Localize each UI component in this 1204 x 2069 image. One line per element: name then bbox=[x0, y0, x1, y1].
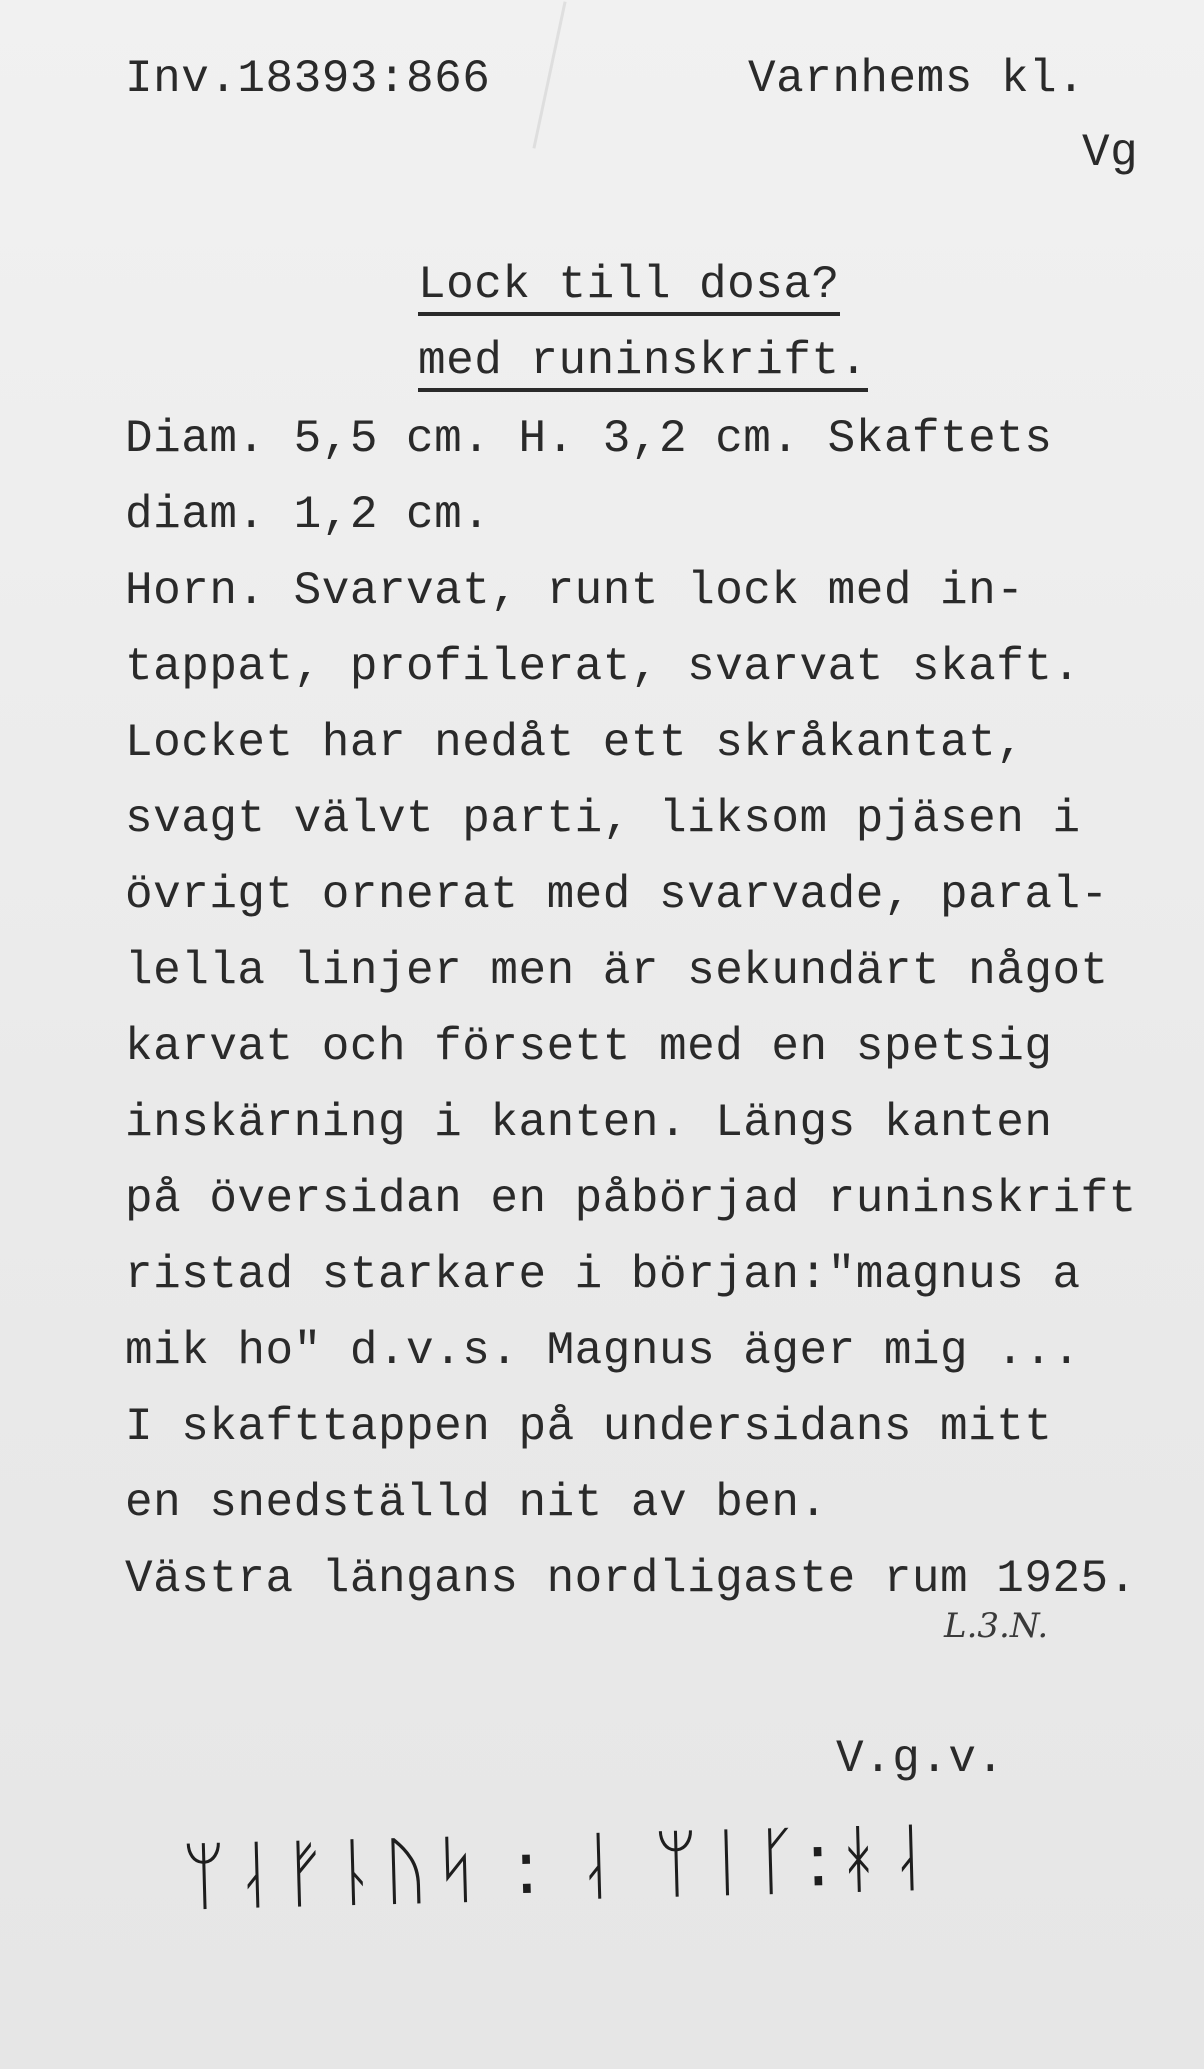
body-line: tappat, profilerat, svarvat skaft. bbox=[125, 641, 1081, 693]
site-name: Varnhems kl. bbox=[748, 53, 1086, 105]
title-line-1: Lock till dosa? bbox=[418, 262, 840, 316]
body-line: karvat och försett med en spetsig bbox=[125, 1021, 1053, 1073]
handwritten-location-note: L.3.N. bbox=[944, 1606, 1049, 1646]
runic-inscription: ᛘᛆᚠᚿᚢᛋ : ᛆ ᛘᛁᚴ:ᚼᛆ bbox=[180, 1814, 939, 1920]
body-line: lella linjer men är sekundärt något bbox=[125, 945, 1109, 997]
body-line: I skafttappen på undersidans mitt bbox=[125, 1401, 1053, 1453]
title-line-2: med runinskrift. bbox=[418, 338, 868, 392]
body-line: ristad starkare i början:"magnus a bbox=[125, 1249, 1081, 1301]
body-line: diam. 1,2 cm. bbox=[125, 489, 491, 541]
body-line: svagt välvt parti, liksom pjäsen i bbox=[125, 793, 1081, 845]
paper-crease bbox=[532, 1, 566, 148]
body-line: på översidan en påbörjad runinskrift bbox=[125, 1173, 1137, 1225]
inventory-number: Inv.18393:866 bbox=[125, 53, 491, 105]
body-line: mik ho" d.v.s. Magnus äger mig ... bbox=[125, 1325, 1081, 1377]
body-line: Diam. 5,5 cm. H. 3,2 cm. Skaftets bbox=[125, 413, 1053, 465]
body-line: övrigt ornerat med svarvade, paral- bbox=[125, 869, 1109, 921]
body-line: en snedställd nit av ben. bbox=[125, 1477, 828, 1529]
body-line: Locket har nedåt ett skråkantat, bbox=[125, 717, 1025, 769]
body-line: Västra längans nordligaste rum 1925. bbox=[125, 1553, 1137, 1605]
body-line: Horn. Svarvat, runt lock med in- bbox=[125, 565, 1025, 617]
body-line: inskärning i kanten. Längs kanten bbox=[125, 1097, 1053, 1149]
province-code: Vg bbox=[1082, 127, 1139, 179]
initials: V.g.v. bbox=[836, 1733, 1005, 1785]
